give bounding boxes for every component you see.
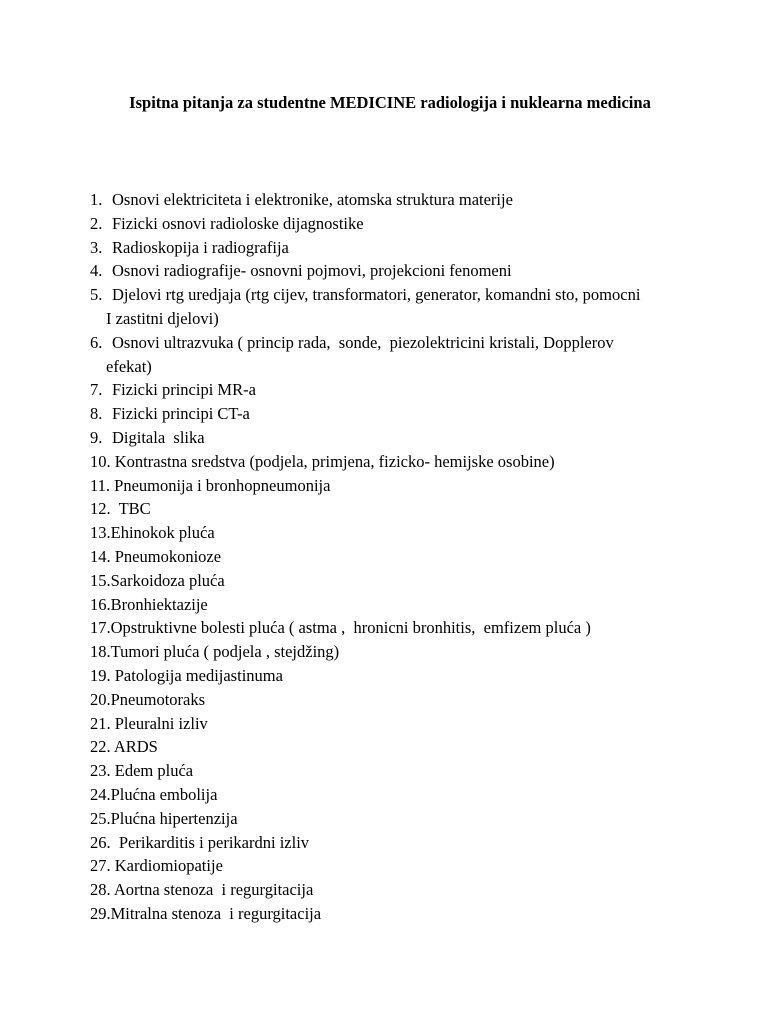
question-number: 1.	[90, 190, 103, 209]
question-number: 17.	[90, 618, 111, 638]
question-text: Aortna stenoza i regurgitacija	[113, 880, 314, 900]
question-number: 12.	[90, 499, 111, 519]
question-text: TBC	[114, 499, 151, 519]
question-text: Plućna hipertenzija	[110, 808, 238, 828]
question-text: Patologija medijastinuma	[114, 665, 283, 685]
question-item	[90, 569, 690, 593]
question-item	[90, 188, 690, 212]
question-list	[90, 188, 690, 926]
question-text: Pneumonija i bronhopneumonija	[114, 475, 331, 495]
question-number: 9.	[90, 427, 103, 447]
question-number: 26.	[90, 832, 111, 852]
question-item	[90, 212, 690, 236]
question-text: Kardiomiopatije	[114, 856, 223, 876]
question-text: Osnovi elektriciteta i elektronike, atomska struktura materije	[112, 190, 513, 209]
question-number: 16.	[90, 594, 111, 614]
question-item	[90, 497, 690, 521]
question-number: 6.	[90, 332, 103, 352]
question-text: Pleuralni izliv	[114, 713, 208, 733]
question-text: Fizicki principi CT-a	[112, 404, 250, 424]
question-number: 3.	[90, 237, 103, 257]
question-text: Osnovi ultrazvuka ( princip rada, sonde, piezolektricini kristali, Dopplerov	[112, 332, 614, 352]
question-number: 22.	[90, 737, 111, 757]
question-item	[90, 283, 690, 331]
question-text: Radioskopija i radiografija	[112, 237, 289, 257]
page-title: Ispitna pitanja za studentne MEDICINE radiologija i nuklearna medicina	[129, 93, 651, 112]
question-item	[90, 402, 690, 426]
question-number: 15.	[90, 570, 111, 590]
question-item	[90, 259, 690, 283]
question-item	[90, 331, 690, 379]
question-item	[90, 640, 690, 664]
question-number: 5.	[90, 285, 103, 305]
question-text: Fizicki principi MR-a	[112, 380, 256, 400]
question-text-continuation: efekat)	[106, 356, 152, 376]
question-text: Sarkoidoza pluća	[110, 570, 225, 590]
question-item	[90, 378, 690, 402]
question-item	[90, 593, 690, 617]
question-item	[90, 236, 690, 260]
question-item	[90, 664, 690, 688]
question-text: Ehinokok pluća	[110, 523, 215, 543]
question-item	[90, 474, 690, 498]
question-item	[90, 878, 690, 902]
question-text: Edem pluća	[114, 761, 194, 781]
question-item	[90, 688, 690, 712]
question-item	[90, 450, 690, 474]
question-number: 21.	[90, 713, 111, 733]
question-text: Opstruktivne bolesti pluća ( astma , hronicni bronhitis, emfizem pluća )	[110, 618, 591, 638]
question-number: 11.	[90, 475, 111, 495]
question-text: Bronhiektazije	[110, 594, 208, 614]
question-item	[90, 783, 690, 807]
question-number: 19.	[90, 665, 111, 685]
question-item	[90, 854, 690, 878]
question-item	[90, 831, 690, 855]
question-number: 7.	[90, 380, 103, 400]
question-item	[90, 616, 690, 640]
question-text: Plućna embolija	[110, 784, 218, 804]
question-number: 8.	[90, 404, 103, 424]
question-text: Mitralna stenoza i regurgitacija	[110, 903, 322, 923]
question-text: Digitala slika	[112, 427, 205, 447]
question-item	[90, 545, 690, 569]
question-item	[90, 426, 690, 450]
question-number: 4.	[90, 261, 103, 281]
question-text-continuation: I zastitni djelovi)	[106, 308, 219, 328]
question-text: Pneumotoraks	[110, 689, 206, 709]
question-item	[90, 807, 690, 831]
question-text: Pneumokonioze	[114, 546, 222, 566]
question-number: 10.	[90, 451, 111, 471]
question-number: 2.	[90, 213, 103, 233]
question-number: 20.	[90, 689, 111, 709]
question-number: 13.	[90, 523, 111, 543]
question-number: 18.	[90, 642, 111, 662]
question-number: 28.	[90, 880, 111, 900]
question-item	[90, 735, 690, 759]
question-item	[90, 521, 690, 545]
question-number: 23.	[90, 761, 111, 781]
question-text: Fizicki osnovi radioloske dijagnostike	[112, 213, 364, 233]
question-number: 25.	[90, 808, 111, 828]
question-text: ARDS	[113, 737, 158, 757]
question-number: 29.	[90, 903, 111, 923]
question-item	[90, 712, 690, 736]
question-text: Djelovi rtg uredjaja (rtg cijev, transformatori, generator, komandni sto, pomocni	[112, 285, 641, 305]
question-number: 24.	[90, 784, 111, 804]
question-text: Perikarditis i perikardni izliv	[114, 832, 310, 852]
question-item	[90, 759, 690, 783]
question-text: Osnovi radiografije- osnovni pojmovi, projekcioni fenomeni	[112, 261, 512, 281]
question-text: Kontrastna sredstva (podjela, primjena, fizicko- hemijske osobine)	[114, 451, 555, 471]
question-number: 14.	[90, 546, 111, 566]
question-text: Tumori pluća ( podjela , stejdžing)	[110, 642, 340, 662]
question-item	[90, 902, 690, 926]
question-number: 27.	[90, 856, 111, 876]
